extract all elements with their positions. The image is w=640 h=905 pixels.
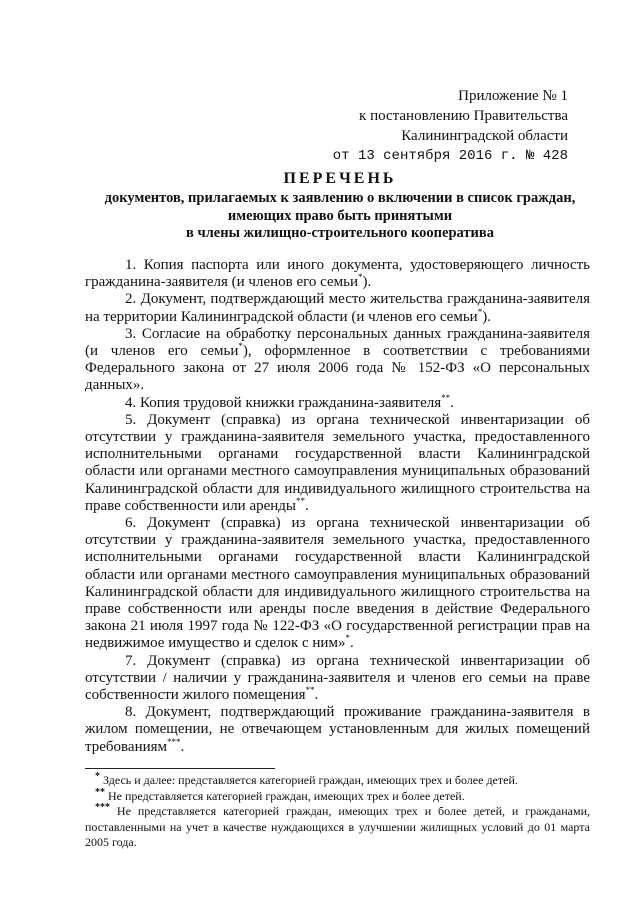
title-line-1: документов, прилагаемых к заявлению о включении в список граждан, <box>104 190 576 206</box>
document-list <box>85 257 590 756</box>
footnote-ref: ** <box>305 685 315 696</box>
list-item-7: 7. Документ (справка) из органа технической инвентаризации об отсутствии / наличии у гражданина-заявителя и членов его семьи на праве собственности жилого помещения**. <box>85 652 590 704</box>
document-title <box>80 168 600 243</box>
annex-header <box>308 86 568 166</box>
list-item-4: 4. Копия трудовой книжки гражданина-заявителя**. <box>125 392 454 411</box>
footnote-ref: ** <box>441 392 451 403</box>
list-item-5: 5. Документ (справка) из органа технической инвентаризации об отсутствии у гражданина-заявителя земельного участка, предоставленного исполнительными органами государственной власти Калининградской области или органами местного самоуправления муниципальных образований Калининградской области для индивидуального жилищного строительства на праве собственности или аренды**. <box>85 411 590 514</box>
title-line-2: имеющих право быть принятыми <box>227 207 453 224</box>
footnote-ref: ** <box>296 495 306 506</box>
annex-number: Приложение № 1 <box>458 88 568 104</box>
annex-region: Калининградской области <box>401 128 568 144</box>
list-item-6: 6. Документ (справка) из органа технической инвентаризации об отсутствии у гражданина-заявителя земельного участка, предоставленного исполнительными органами государственной власти Калининградской области или органами местного самоуправления муниципальных образований Калининградской области для индивидуального жилищного строительства на праве собственности или аренды после введения в действие Федерального закона 21 июля 1997 года № 122-ФЗ «О государственной регистрации прав на недвижимое имущество и сделок с ним»*. <box>85 515 590 652</box>
footnote-ref: *** <box>167 736 181 747</box>
annex-date: от 13 сентября 2016 г. № 428 <box>332 148 568 164</box>
title-line-3: в члены жилищно-строительного кооператива <box>186 225 494 241</box>
footnotes <box>85 773 590 851</box>
footnote-ref: * <box>477 306 483 317</box>
list-item-8: 8. Документ, подтверждающий проживание гражданина-заявителя в жилом помещении, не отвечающем установленным для жилых помещений требованиям***. <box>85 704 590 755</box>
footnote-ref: * <box>345 633 350 644</box>
footnote-3: *** Не представляется категорией граждан, имеющих трех и более детей, и гражданами, поставленными на учет в качестве нуждающихся в улучшении жилищных условий до 01 марта 2005 года. <box>85 802 590 849</box>
list-item-2: 2. Документ, подтверждающий место жительства гражданина-заявителя на территории Калининградской области (и членов его семьи*). <box>85 291 590 325</box>
list-item-1: 1. Копия паспорта или иного документа, удостоверяющего личность гражданина-заявителя (и членов его семьи*). <box>85 257 590 291</box>
footnote-1: * Здесь и далее: представляется категорией граждан, имеющих трех и более детей. <box>95 771 518 787</box>
footnote-2: ** Не представляется категорией граждан, имеющих трех и более детей. <box>95 786 465 803</box>
annex-resolution: к постановлению Правительства <box>359 108 568 124</box>
list-item-3: 3. Согласие на обработку персональных данных гражданина-заявителя (и членов его семьи*), оформленное в соответствии с требованиями Федерального закона от 27 июля 2006 года № 152-ФЗ «О персональных данных». <box>85 325 590 394</box>
title-main: ПЕРЕЧЕНЬ <box>283 170 397 187</box>
footnote-ref: * <box>238 341 243 352</box>
footnote-ref: * <box>358 272 363 283</box>
footnote-divider <box>85 768 275 769</box>
